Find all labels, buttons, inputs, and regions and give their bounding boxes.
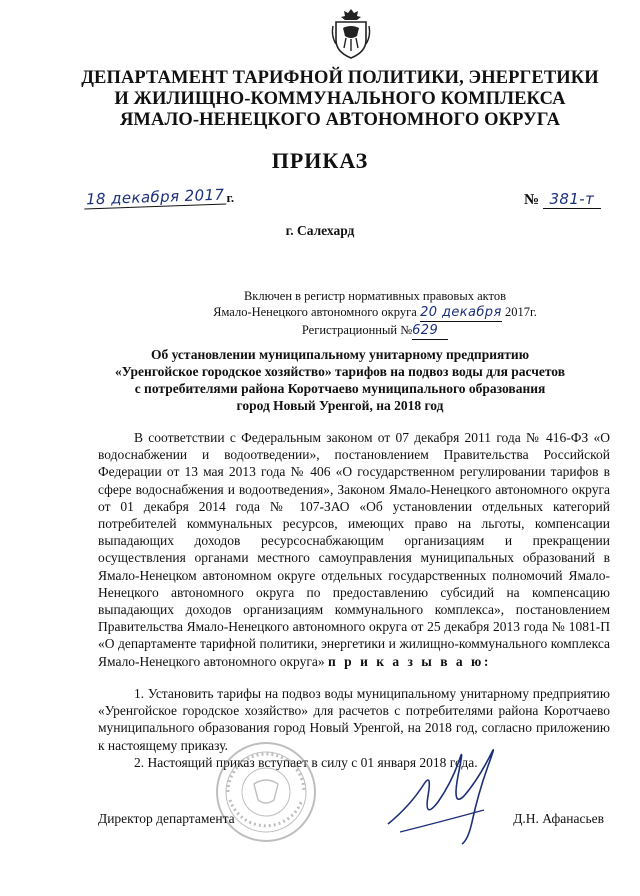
department-line-3: ЯМАЛО-НЕНЕЦКОГО АВТОНОМНОГО ОКРУГА: [119, 110, 561, 130]
signatory-title: Директор департамента: [98, 811, 235, 826]
registration-line-3: [190, 322, 560, 340]
signatory-name: Д.Н. Афанасьев: [513, 811, 604, 826]
date-year-suffix: г.: [226, 190, 235, 205]
order-date: [84, 185, 235, 209]
order-subject: [70, 346, 610, 414]
preamble-text: В соответствии с Федеральным законом от 07 декабря 2011 года № 416-ФЗ «О водоснабжении и водоотведении», постановлением Правительства Российской Федерации от 13 мая 2013 года № 406 «О государственном регулировании тарифов в сфере водоснабжения и водоотведения», Законом Ямало-Ненецкого автономного округа от 01 декабря 2014 года № 107-ЗАО «Об установлении отдельных категорий потребителей коммунальных ресурсов, имеющих право на льготы, компенсации выпадающих доходов ресурсоснабжающим организациям и прекращении осуществления органами местного самоуправления муниципальных образований в Ямало-Ненецком автономном округе отдельных государственных полномочий Ямало-Ненецкого автономного округа по предоставлению субсидий на компенсацию выпадающих доходов организациям коммунального комплекса», постановлением Правительства Ямало-Ненецкого автономного округа от 25 декабря 2013 года № 1081-П «О департаменте тарифной политики, энергетики и жилищно-коммунального комплекса Ямало-Ненецкого автономного округа»: [98, 430, 610, 669]
department-line-1: ДЕПАРТАМЕНТ ТАРИФНОЙ ПОЛИТИКИ, ЭНЕРГЕТИКИ: [81, 68, 599, 88]
order-number: [524, 190, 601, 209]
order-item-2: 2. Настоящий приказ вступает в силу с 01 января 2018 года.: [134, 754, 478, 770]
official-seal-icon: [214, 740, 318, 844]
registration-year: 2017г.: [505, 305, 537, 319]
subject-line-4: город Новый Уренгой, на 2018 год: [236, 398, 444, 413]
registration-region: Ямало-Ненецкого автономного округа: [213, 305, 417, 319]
registration-number-label: Регистрационный №: [301, 323, 413, 337]
department-line-2: И ЖИЛИЩНО-КОММУНАЛЬНОГО КОМПЛЕКСА: [114, 89, 566, 109]
handwritten-signature-icon: [380, 736, 510, 846]
coat-of-arms-icon: [330, 6, 372, 60]
subject-line-2: «Уренгойское городское хозяйство» тарифов на подвоз воды для расчетов: [114, 364, 565, 379]
registration-line-1: Включен в регистр нормативных правовых актов: [243, 289, 507, 303]
registration-date: 20 декабря: [420, 305, 502, 320]
preamble: [98, 429, 610, 670]
preamble-paragraph: [98, 429, 610, 670]
order-word: п р и к а з ы в а ю:: [328, 653, 491, 669]
department-header: [60, 68, 620, 131]
subject-line-1: Об установлении муниципальному унитарному предприятию: [150, 347, 530, 362]
registration-stamp: [190, 288, 560, 340]
document-type-title: ПРИКАЗ: [271, 148, 369, 173]
handwritten-number: 381-т: [543, 190, 601, 209]
subject-line-3: с потребителями района Коротчаево муниципального образования: [134, 381, 546, 396]
order-item-1: 1. Установить тарифы на подвоз воды муниципальному унитарному предприятию «Уренгойское городское хозяйство» для расчетов с потребителями района Коротчаево муниципального образования город Новый Уренгой, на 2018 год, согласно приложению к настоящему приказу.: [98, 686, 610, 753]
registration-number: 629: [412, 323, 448, 340]
registration-line-2: [190, 304, 560, 322]
city-line: г. Салехард: [285, 223, 355, 238]
order-items: [98, 685, 610, 771]
number-label: №: [524, 192, 540, 208]
handwritten-date: 18 декабря 2017: [84, 186, 227, 210]
